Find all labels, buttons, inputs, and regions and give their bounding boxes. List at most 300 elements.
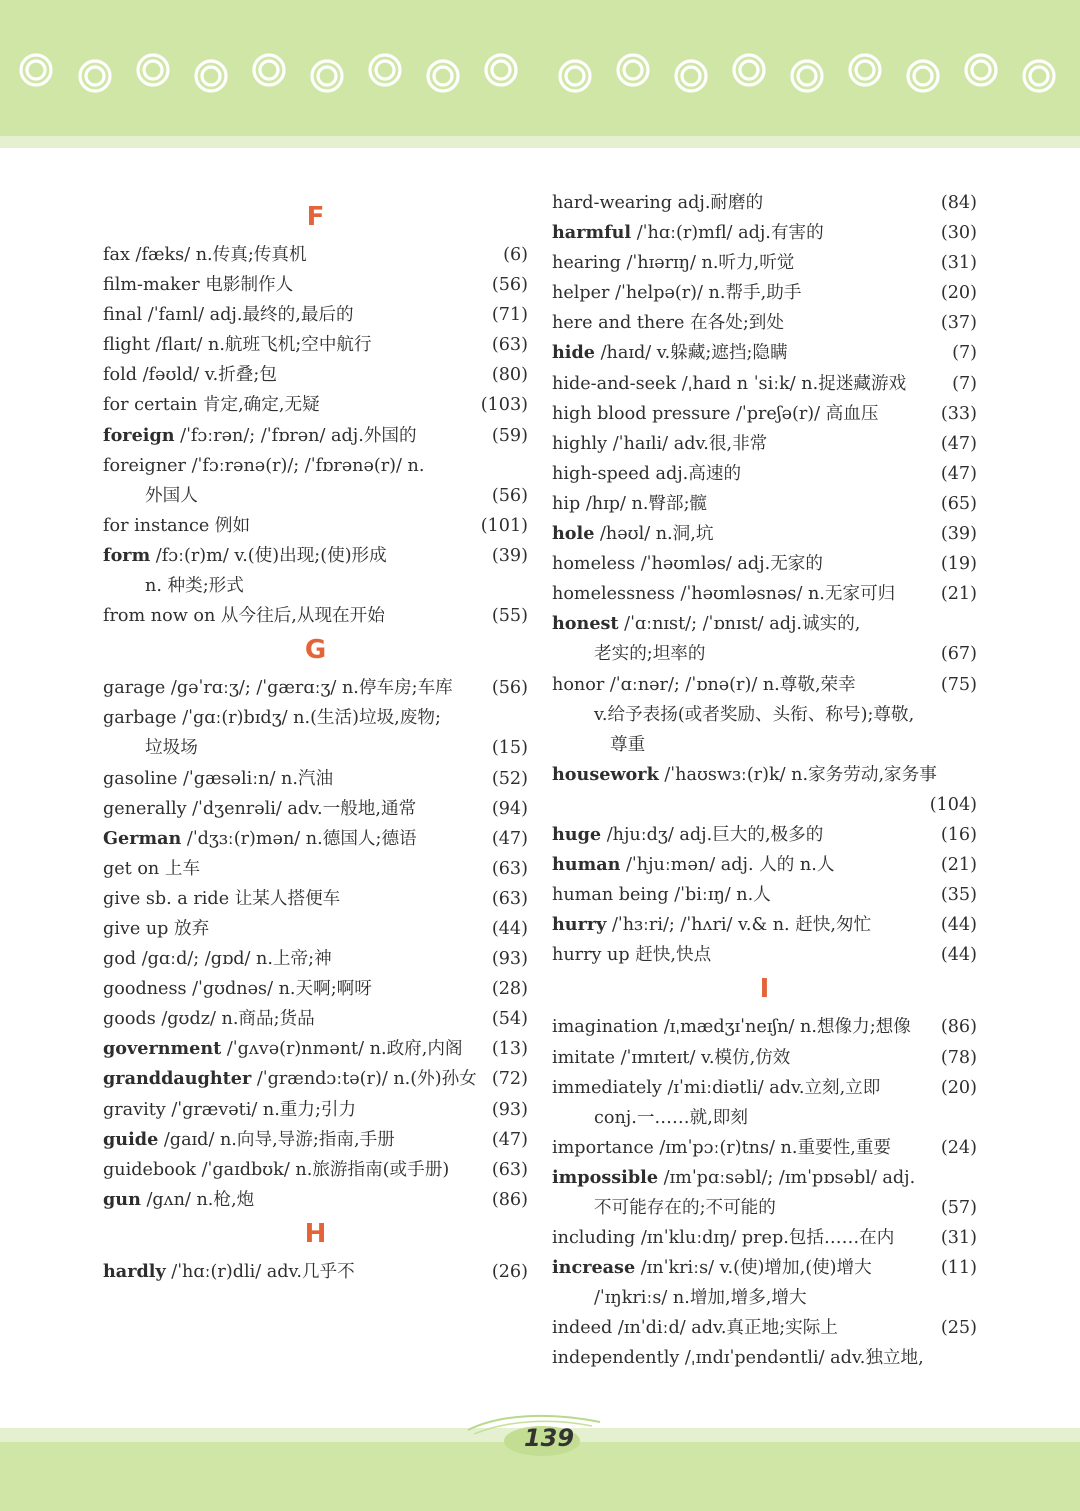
glossary-entry	[552, 459, 977, 489]
glossary-entry	[103, 703, 528, 763]
entry-line	[103, 854, 528, 884]
entry-text	[103, 1257, 486, 1287]
entry-page-ref: (47)	[940, 433, 977, 454]
entry-line	[103, 974, 528, 1004]
glossary-entry	[552, 1253, 977, 1313]
entry-definition: /ɪmˈpɑːsəbl/; /ɪmˈpɒsəbl/ adj.	[663, 1167, 916, 1188]
glossary-entry	[103, 390, 528, 420]
entry-headword: give sb. a ride	[103, 888, 230, 909]
entry-definition: /ˈpreʃə(r)/ 高血压	[735, 403, 879, 424]
entry-text	[552, 188, 935, 218]
entry-text	[552, 880, 935, 910]
entry-continuation-text: 外国人	[145, 485, 198, 506]
entry-line	[552, 218, 977, 248]
entry-line	[103, 300, 528, 330]
entry-definition: /hjuːdʒ/ adj.巨大的,极多的	[606, 824, 824, 845]
entry-line	[552, 489, 977, 519]
entry-line	[552, 880, 977, 910]
entry-definition: /ˌhaɪd n ˈsiːk/ n.捉迷藏游戏	[681, 373, 907, 394]
glossary-entry	[103, 330, 528, 360]
entry-text	[103, 1155, 486, 1185]
glossary-entry	[103, 1095, 528, 1125]
entry-line	[103, 1034, 528, 1064]
entry-definition: /ˈhəʊmləsnəs/ n.无家可归	[680, 584, 896, 605]
entry-definition: /ˈhaʊswɜː(r)k/ n.家务劳动,家务事	[664, 764, 937, 785]
glossary-entry	[103, 1257, 528, 1287]
glossary-entry	[552, 850, 977, 880]
entry-page-ref: (72)	[491, 1069, 528, 1090]
glossary-entry	[103, 1185, 528, 1215]
section-letter: F	[306, 202, 325, 232]
entry-line	[552, 369, 977, 399]
entry-headword: for certain	[103, 395, 198, 416]
entry-text	[103, 1064, 486, 1094]
entry-page-ref: (63)	[491, 335, 528, 356]
entry-page-ref: (93)	[491, 1099, 528, 1120]
entry-continuation-text: n. 种类;形式	[145, 576, 244, 597]
glossary-entry	[103, 673, 528, 703]
entry-page-ref: (25)	[940, 1318, 977, 1339]
entry-headword: for instance	[103, 515, 210, 536]
entry-definition: 让某人搭便车	[234, 888, 341, 909]
entry-page-ref: (52)	[491, 768, 528, 789]
entry-definition: /ɪˌmædʒɪˈneɪʃn/ n.想像力;想像	[663, 1017, 911, 1038]
entry-text	[552, 459, 935, 489]
entry-text	[103, 390, 475, 420]
entry-line	[103, 884, 528, 914]
entry-headword: increase	[552, 1257, 636, 1279]
entry-definition: /hɪp/ n.臀部;髋	[585, 493, 708, 514]
entry-text	[552, 369, 946, 399]
entry-page-ref: (75)	[940, 674, 977, 695]
entry-page-ref: (93)	[491, 949, 528, 970]
entry-page-ref: (7)	[952, 373, 977, 394]
entry-line	[552, 429, 977, 459]
glossary-entry	[103, 1004, 528, 1034]
entry-headword: garbage	[103, 708, 177, 729]
entry-text	[103, 944, 486, 974]
entry-definition: /ˈɑːnər/; /ˈɒnə(r)/ n.尊敬,荣幸	[609, 674, 856, 695]
entry-definition: 赶快,快点	[635, 945, 712, 966]
entry-headword: German	[103, 827, 182, 849]
glossary-entry	[103, 824, 528, 854]
entry-headword: hide-and-seek	[552, 373, 677, 394]
entry-continuation-text: 老实的;坦率的	[594, 644, 706, 665]
entry-page-ref: (19)	[940, 554, 977, 575]
entry-definition: /ˈɪmɪteɪt/ v.模仿,仿效	[620, 1047, 791, 1068]
glossary-entry	[552, 670, 977, 760]
entry-page-ref: (57)	[940, 1198, 977, 1218]
glossary-entry	[103, 601, 528, 631]
page-number-badge	[460, 1408, 610, 1470]
entry-text	[103, 330, 486, 360]
entry-page-ref: (13)	[491, 1039, 528, 1060]
entry-line	[103, 270, 528, 300]
glossary-entry	[552, 1073, 977, 1133]
entry-line	[552, 1073, 977, 1103]
entry-text	[103, 884, 486, 914]
entry-page-ref: (71)	[491, 305, 528, 326]
entry-line	[103, 330, 528, 360]
entry-line	[552, 850, 977, 880]
entry-line	[103, 1257, 528, 1287]
entry-text	[103, 240, 497, 270]
entry-text	[552, 248, 935, 278]
entry-headword: imitate	[552, 1047, 615, 1068]
entry-continuation	[552, 730, 977, 760]
entry-definition: /ɪnˈkriːs/ v.(使)增加,(使)增大	[640, 1258, 872, 1279]
glossary-entry	[552, 880, 977, 910]
entry-line	[552, 549, 977, 579]
section-letter: I	[759, 974, 770, 1005]
entry-line	[552, 248, 977, 278]
entry-definition: /gʌn/ n.枪,炮	[146, 1189, 255, 1210]
entry-definition: 上车	[164, 858, 201, 879]
entry-page-ref: (54)	[491, 1009, 528, 1030]
entry-continuation	[552, 1193, 977, 1223]
entry-headword: high-speed	[552, 463, 650, 484]
entry-continuation	[552, 639, 977, 669]
entry-text	[552, 1133, 935, 1163]
entry-text	[552, 850, 935, 880]
entry-definition: /ˈgaɪdbʊk/ n.旅游指南(或手册)	[201, 1159, 450, 1180]
entry-definition: 电影制作人	[205, 275, 294, 296]
entry-text	[103, 914, 486, 944]
entry-continuation-text: v.给予表扬(或者奖励、头衔、称号);尊敬,	[594, 704, 915, 725]
entry-definition: 从今往后,从现在开始	[220, 606, 385, 627]
entry-headword: hardly	[103, 1260, 166, 1282]
entry-page-ref: (20)	[940, 1077, 977, 1098]
ring-icon	[624, 61, 642, 79]
glossary-entry	[552, 369, 977, 399]
entry-line	[103, 360, 528, 390]
entry-text	[552, 579, 935, 609]
entry-text	[552, 1073, 935, 1103]
entry-headword: generally	[103, 798, 187, 819]
glossary-entry	[103, 764, 528, 794]
entry-definition: /fæks/ n.传真;传真机	[135, 245, 307, 265]
entry-headword: harmful	[552, 222, 632, 244]
ring-icon	[202, 67, 220, 85]
glossary-entry	[552, 1163, 977, 1223]
entry-headword: hearing	[552, 253, 621, 274]
entry-headword: granddaughter	[103, 1068, 252, 1090]
entry-text	[103, 1004, 486, 1034]
entry-definition: /ˈhɜːri/; /ˈhʌri/ v.& n. 赶快,匆忙	[611, 915, 872, 936]
entry-page-ref: (39)	[491, 545, 528, 566]
entry-page-ref: (56)	[491, 485, 528, 506]
entry-definition: /gʊdz/ n.商品;货品	[161, 1009, 315, 1030]
ring-icon	[144, 61, 162, 79]
entry-headword: fax	[103, 245, 130, 265]
entry-definition: /ˈhɑː(r)mfl/ adj.有害的	[636, 223, 824, 244]
entry-headword: homeless	[552, 554, 636, 575]
entry-definition: /ɪˈmiːdiətli/ adv.立刻,立即	[667, 1077, 881, 1098]
glossary-entry	[552, 910, 977, 940]
entry-line	[552, 1343, 977, 1373]
entry-text	[103, 764, 486, 794]
entry-text	[103, 270, 486, 300]
entry-text	[552, 399, 935, 429]
ring-icon	[1030, 67, 1048, 85]
entry-headword: hurry up	[552, 945, 630, 966]
entry-definition: adj.高速的	[655, 463, 742, 484]
ring-icon	[566, 67, 584, 85]
entry-headword: goods	[103, 1009, 156, 1030]
entry-line	[103, 824, 528, 854]
entry-line	[552, 609, 977, 639]
entry-page-ref: (55)	[491, 606, 528, 627]
entry-definition: /ˈgʌvə(r)nmənt/ n.政府,内阁	[226, 1039, 463, 1060]
entry-line	[103, 390, 528, 420]
glossary-entry	[103, 974, 528, 1004]
entry-page-ref: (35)	[940, 885, 977, 906]
entry-text	[552, 1163, 971, 1193]
entry-definition: /ˈhɪərɪŋ/ n.听力,听觉	[626, 253, 795, 274]
entry-page-ref: (78)	[940, 1047, 977, 1068]
entry-definition: /ˈfɔːrənə(r)/; /ˈfɒrənə(r)/ n.	[191, 455, 425, 476]
entry-line	[552, 1163, 977, 1193]
entry-line	[103, 703, 528, 733]
entry-text	[103, 1125, 486, 1155]
ring-icon	[856, 61, 874, 79]
entry-definition: /ˈgʊdnəs/ n.天啊;啊呀	[192, 979, 372, 1000]
entry-text	[552, 940, 935, 970]
entry-definition: /gɑːd/; /gɒd/ n.上帝;神	[141, 949, 332, 970]
entry-line	[103, 1185, 528, 1215]
entry-definition: /ˈgrændɔːtə(r)/ n.(外)孙女	[256, 1069, 477, 1090]
entry-headword: flight	[103, 335, 151, 356]
entry-text	[552, 670, 935, 700]
entry-page-ref: (24)	[940, 1137, 977, 1158]
entry-continuation	[103, 481, 528, 511]
entry-headword: honest	[552, 613, 619, 635]
entry-definition: /ˈgrævəti/ n.重力;引力	[171, 1099, 357, 1120]
glossary-entry	[103, 1125, 528, 1155]
ring-icon	[376, 61, 394, 79]
entry-text	[103, 601, 486, 631]
entry-text	[103, 1034, 486, 1064]
glossary-entry	[552, 820, 977, 850]
entry-text	[552, 910, 935, 940]
entry-line	[552, 1043, 977, 1073]
entry-headword: human being	[552, 885, 669, 906]
entry-line	[103, 944, 528, 974]
entry-headword: gravity	[103, 1099, 166, 1120]
entry-headword: highly	[552, 433, 608, 454]
glossary-entry	[103, 270, 528, 300]
entry-page-ref: (101)	[480, 515, 528, 536]
entry-definition: /ˌɪndɪˈpendəntli/ adv.独立地,	[684, 1348, 924, 1369]
entry-line	[552, 670, 977, 700]
entry-text	[103, 854, 486, 884]
ring-icon	[972, 61, 990, 79]
entry-page-ref: (30)	[940, 223, 977, 244]
glossary-entry	[552, 1012, 977, 1042]
entry-headword: helper	[552, 283, 610, 304]
glossary-entry	[103, 854, 528, 884]
entry-definition: 在各处;到处	[690, 313, 784, 334]
entry-continuation-text: 不可能存在的;不可能的	[594, 1198, 776, 1218]
entry-headword: foreigner	[103, 455, 186, 476]
entry-headword: guidebook	[103, 1159, 197, 1180]
entry-page-ref: (44)	[491, 918, 528, 939]
entry-headword: immediately	[552, 1077, 662, 1098]
entry-page-ref: (44)	[940, 915, 977, 936]
entry-text	[103, 824, 486, 854]
entry-text	[552, 338, 946, 368]
entry-definition: /ˈdʒenrəli/ adv.一般地,通常	[192, 798, 417, 819]
ring-icon	[318, 67, 336, 85]
entry-line	[103, 1004, 528, 1034]
left-column	[103, 201, 528, 1287]
entry-headword: indeed	[552, 1318, 613, 1339]
entry-line	[103, 240, 528, 270]
entry-page-ref: (56)	[491, 678, 528, 699]
glossary-entry	[103, 1034, 528, 1064]
entry-text	[552, 519, 935, 549]
entry-line	[552, 278, 977, 308]
ring-icon	[492, 61, 510, 79]
entry-text	[552, 489, 935, 519]
entry-page-ref: (80)	[491, 365, 528, 386]
entry-page-ref: (63)	[491, 858, 528, 879]
entry-text	[552, 218, 935, 248]
entry-definition: /ˈhɑː(r)dli/ adv.几乎不	[171, 1261, 355, 1282]
entry-continuation-text: conj.一……就,即刻	[594, 1107, 748, 1128]
entry-definition: /ɪnˈdiːd/ adv.真正地;实际上	[617, 1318, 838, 1339]
ring-icon	[740, 61, 758, 79]
glossary-entry	[552, 429, 977, 459]
section-letter: G	[304, 635, 327, 666]
entry-text	[552, 278, 935, 308]
glossary-entry	[552, 218, 977, 248]
entry-text	[552, 429, 935, 459]
entry-headword: independently	[552, 1348, 680, 1369]
glossary-entry	[103, 421, 528, 451]
entry-headword: film-maker	[103, 275, 200, 296]
glossary-entry	[103, 240, 528, 270]
entry-definition: /ˈɑːnɪst/; /ˈɒnɪst/ adj.诚实的,	[624, 614, 861, 635]
entry-page-ref: (65)	[940, 493, 977, 514]
ring-icon	[260, 61, 278, 79]
glossary-entry	[552, 940, 977, 970]
entry-line	[552, 1133, 977, 1163]
entry-headword: get on	[103, 858, 160, 879]
entry-definition: 肯定,确定,无疑	[202, 395, 320, 416]
entry-line	[552, 1223, 977, 1253]
glossary-entry	[552, 609, 977, 669]
entry-line	[103, 1125, 528, 1155]
entry-headword: impossible	[552, 1166, 659, 1188]
entry-line	[552, 820, 977, 850]
entry-page-ref: (47)	[491, 828, 528, 849]
entry-definition: /həʊl/ n.洞,坑	[600, 524, 714, 545]
entry-line	[552, 459, 977, 489]
entry-text	[103, 794, 486, 824]
entry-text	[103, 1185, 486, 1215]
entry-page-ref: (31)	[940, 1228, 977, 1249]
glossary-entry	[552, 278, 977, 308]
entry-text	[552, 1043, 935, 1073]
entry-headword: hurry	[552, 914, 607, 936]
entry-page-ref: (67)	[940, 644, 977, 665]
entry-line	[552, 308, 977, 338]
entry-headword: final	[103, 305, 143, 326]
entry-definition: /ˈgæsəliːn/ n.汽油	[182, 768, 334, 789]
entry-line	[103, 914, 528, 944]
entry-page-ref: (26)	[491, 1261, 528, 1282]
entry-page-ref: (47)	[491, 1129, 528, 1150]
entry-definition: /fəʊld/ v.折叠;包	[142, 365, 277, 386]
entry-page-ref: (56)	[491, 275, 528, 296]
entry-text	[552, 1012, 935, 1042]
entry-continuation-text: 垃圾场	[145, 738, 198, 759]
entry-headword: goodness	[103, 979, 187, 1000]
entry-headword: high blood pressure	[552, 403, 731, 424]
entry-page-ref: (6)	[503, 245, 528, 265]
entry-headword: gun	[103, 1188, 141, 1210]
entry-continuation	[552, 1103, 977, 1133]
glossary-entry	[103, 300, 528, 330]
entry-definition: /ˈhelpə(r)/ n.帮手,助手	[615, 283, 802, 304]
entry-line	[103, 1095, 528, 1125]
entry-page-ref: (47)	[940, 463, 977, 484]
entry-line	[552, 940, 977, 970]
entry-page-ref: (21)	[940, 584, 977, 605]
section-letter: H	[304, 1218, 327, 1249]
entry-headword: housework	[552, 763, 659, 785]
entry-text	[103, 541, 486, 571]
ring-icon	[434, 67, 452, 85]
glossary-entry	[103, 451, 528, 511]
entry-line	[552, 760, 977, 790]
glossary-entry	[552, 188, 977, 218]
entry-definition: /ˈgɑː(r)bɪdʒ/ n.(生活)垃圾,废物;	[182, 708, 441, 729]
entry-headword: hip	[552, 493, 581, 514]
entry-page-ref: (39)	[940, 524, 977, 545]
entry-text	[103, 451, 522, 481]
entry-line	[552, 1012, 977, 1042]
glossary-entry	[103, 511, 528, 541]
entry-continuation	[552, 700, 977, 730]
entry-page-ref: (15)	[491, 738, 528, 759]
entry-text	[552, 1343, 971, 1373]
entry-definition: /gaɪd/ n.向导,导游;指南,手册	[163, 1129, 395, 1150]
glossary-entry	[552, 1343, 977, 1373]
glossary-entry	[103, 541, 528, 601]
entry-text	[103, 360, 486, 390]
entry-text	[103, 421, 486, 451]
entry-line	[552, 519, 977, 549]
entry-continuation-text: 尊重	[610, 734, 646, 755]
entry-definition: /fɔː(r)m/ v.(使)出现;(使)形成	[155, 545, 387, 566]
glossary-entry	[552, 489, 977, 519]
entry-text	[103, 1095, 486, 1125]
entry-page-ref: (31)	[940, 253, 977, 274]
entry-definition: /ˈfaɪnl/ adj.最终的,最后的	[147, 305, 354, 326]
entry-line	[103, 541, 528, 571]
entry-headword: government	[103, 1038, 222, 1060]
entry-headword: including	[552, 1228, 636, 1249]
entry-headword: guide	[103, 1128, 159, 1150]
entry-text	[103, 511, 475, 541]
entry-text	[103, 673, 486, 703]
entry-text	[103, 703, 522, 733]
entry-text	[552, 549, 935, 579]
entry-headword: hide	[552, 342, 595, 364]
entry-headword: give up	[103, 918, 169, 939]
